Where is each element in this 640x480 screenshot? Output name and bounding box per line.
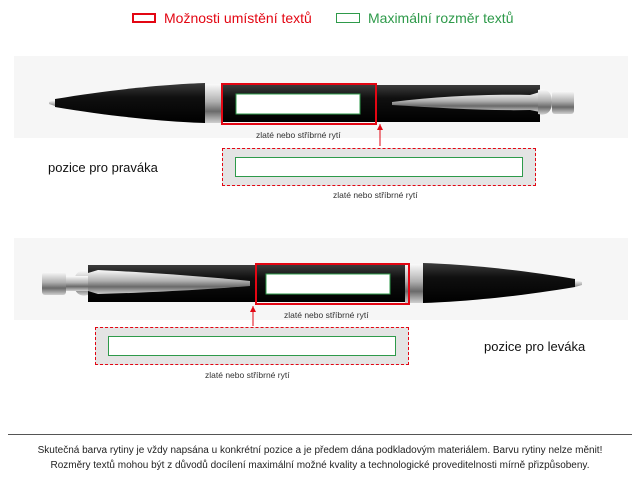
frame-engraving-caption: zlaté nebo stříbrné rytí (333, 190, 418, 200)
legend-max-size-label: Maximální rozměr textů (368, 10, 514, 26)
footer-divider (8, 434, 632, 435)
arrow-head-icon (250, 306, 256, 312)
pen-tip (49, 100, 55, 106)
engraving-frame-max-text-area (108, 336, 396, 356)
pen-tip (575, 280, 582, 287)
frame-engraving-caption: zlaté nebo stříbrné rytí (205, 370, 290, 380)
pen-front-section (55, 83, 205, 123)
pen-push-button (552, 91, 574, 114)
footer-note (0, 443, 640, 473)
pen-engraving-caption: zlaté nebo stříbrné rytí (284, 310, 369, 320)
position-label-right-handed: pozice pro praváka (48, 160, 158, 175)
pen-push-button (42, 272, 66, 295)
pen-engraving-caption: zlaté nebo stříbrné rytí (256, 130, 341, 140)
pen-clip-base (66, 276, 88, 291)
engraving-frame-right-handed (222, 148, 536, 186)
arrow-head-icon (377, 124, 383, 130)
position-label-left-handed: pozice pro leváka (484, 339, 586, 354)
pen-center-ring (405, 264, 423, 303)
footer-line-2: Rozměry textů mohou být z důvodů docílení maximální možné kvality a technologické proveditelnosti mírně přizpůsobeny. (50, 460, 590, 471)
engraving-frame-left-handed (95, 327, 409, 365)
pen-clip-head (538, 89, 552, 114)
pen-center-ring (205, 84, 223, 123)
engraving-max-text-area (266, 274, 390, 294)
pen-front-section (423, 263, 575, 303)
engraving-max-text-area (236, 94, 360, 114)
engraving-frame-max-text-area (235, 157, 523, 177)
footer-line-1: Skutečná barva rytiny je vždy napsána u konkrétní pozice a je předem dána podkladovým materiálem. Barvu rytiny nelze měnit! (37, 445, 603, 456)
legend-placement-label: Možnosti umístění textů (164, 10, 312, 26)
